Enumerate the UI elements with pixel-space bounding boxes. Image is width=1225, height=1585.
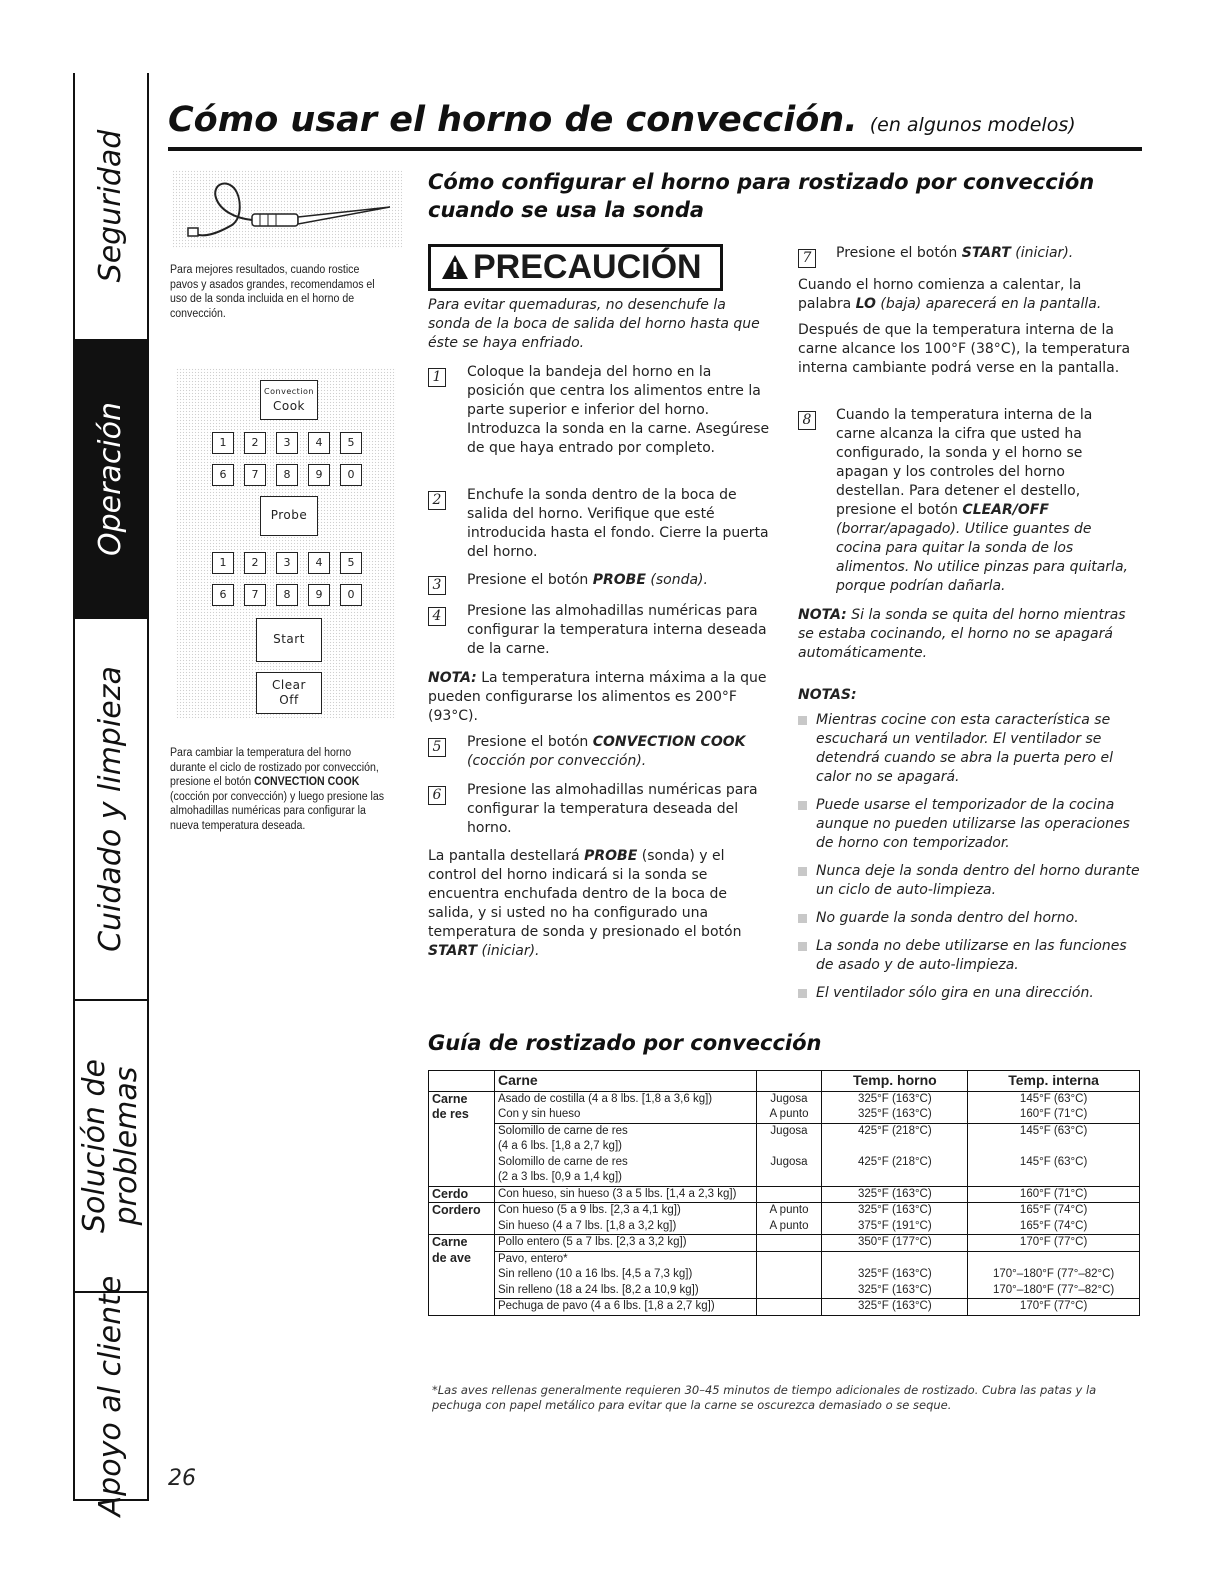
convection-cook-key: Convection Cook — [260, 380, 318, 420]
step-1-text: Coloque la bandeja del horno en la posición que centra los alimentos entre la parte superior e inferior del horno. Introduzca la sonda en la carne. Asegúrese de que haya entrado por completo. — [467, 364, 770, 456]
table-row: Cordero Con hueso (5 a 9 lbs. [2,3 a 4,1 kg]) A punto 325°F (163°C) 165°F (74°C) — [429, 1203, 1140, 1219]
key-8: 8 — [276, 584, 298, 606]
tab-seguridad[interactable] — [75, 73, 149, 341]
table-row: Pechuga de pavo (4 a 6 lbs. [1,8 a 2,7 kg]) 325°F (163°C) 170°F (77°C) — [429, 1299, 1140, 1316]
tab-apoyo-al-cliente[interactable] — [75, 1275, 149, 1517]
step-number: 2 — [428, 491, 446, 510]
tab-solucion-de-problemas[interactable] — [75, 1001, 149, 1293]
title-divider — [168, 147, 1142, 151]
step-2-text: Enchufe la sonda dentro de la boca de salida del horno. Verifique que esté introducida hasta el fondo. Cierre la puerta del horno. — [467, 487, 769, 560]
internal-temp-paragraph: Después de que la temperatura interna de la carne alcance los 100°F (38°C), la temperatura interna cambiante podrá verse en la pantalla. — [798, 322, 1131, 376]
table-row: Carne Asado de costilla (4 a 8 lbs. [1,8 a 3,6 kg]) Jugosa 325°F (163°C) 145°F (63°C) — [429, 1091, 1140, 1107]
table-footnote: *Las aves rellenas generalmente requieren 30–45 minutos de tiempo adicionales de rostizado. Cubra las patas y la pechuga con papel metálico para evitar que la carne se oscurezca demasiado o se seque. — [432, 1383, 1097, 1412]
key-1: 1 — [212, 432, 234, 454]
tab-label: Apoyo al cliente — [93, 1275, 128, 1517]
table-row: (4 a 6 lbs. [1,8 a 2,7 kg]) — [429, 1139, 1140, 1155]
probe-flash-paragraph: La pantalla destellará PROBE (sonda) y el control del horno indicará si la sonda se encuentra enchufada dentro de la boca de salida, y si usted no ha configurado una temperatura de sonda y presionado el botón START (iniciar). — [428, 848, 742, 959]
column-header-doneness — [756, 1071, 822, 1092]
tab-operacion[interactable] — [75, 341, 149, 619]
step-number: 6 — [428, 786, 446, 805]
key-4: 4 — [308, 552, 330, 574]
key-8: 8 — [276, 464, 298, 486]
table-row: (2 a 3 lbs. [0,9 a 1,4 kg]) — [429, 1170, 1140, 1186]
probe-removed-note: NOTA: Si la sonda se quita del horno mientras se estaba cocinando, el horno no se apagará automáticamente. — [798, 607, 1126, 661]
caution-banner: PRECAUCIÓN — [428, 244, 723, 291]
column-header-internal-temp: Temp. interna — [968, 1071, 1140, 1092]
step-3-text: Presione el botón PROBE (sonda). — [467, 572, 708, 588]
key-2: 2 — [244, 552, 266, 574]
change-temp-caption: Para cambiar la temperatura del horno durante el ciclo de rostizado por convección, presione el botón CONVECTION COOK (cocción por convección) y luego presione las almohadillas numéricas para configurar la nueva temperatura deseada. — [170, 747, 385, 832]
key-7: 7 — [244, 464, 266, 486]
list-item: Puede usarse el temporizador de la cocina aunque no pueden utilizarse las operaciones de horno con temporizador. — [798, 796, 1143, 853]
table-row: Sin hueso (4 a 7 lbs. [1,8 a 3,2 kg]) A punto 375°F (191°C) 165°F (74°C) — [429, 1219, 1140, 1235]
key-1: 1 — [212, 552, 234, 574]
key-5: 5 — [340, 432, 362, 454]
tab-label: Operación — [93, 401, 128, 557]
tab-cuidado-y-limpieza[interactable] — [75, 619, 149, 1001]
page-number: 26 — [168, 1466, 196, 1491]
list-item: El ventilador sólo gira en una dirección. — [798, 984, 1143, 1003]
start-key: Start — [256, 618, 322, 662]
caution-text: Para evitar quemaduras, no desenchufe la sonda de la boca de salida del horno hasta que éste se haya enfriado. — [428, 297, 760, 351]
tab-label: Cuidado y limpieza — [93, 666, 128, 952]
key-4: 4 — [308, 432, 330, 454]
tab-label: Solución de problemas — [77, 1059, 144, 1233]
notes-label: NOTAS: — [798, 687, 857, 703]
step-number: 5 — [428, 738, 446, 757]
table-row: Sin relleno (10 a 16 lbs. [4,5 a 7,3 kg]) 325°F (163°C) 170°–180°F (77°–82°C) — [429, 1267, 1140, 1283]
probe-caption: Para mejores resultados, cuando rostice pavos y asados grandes, recomendamos el uso de la sonda incluida en el horno de convección. — [170, 264, 375, 320]
max-temp-note: NOTA: La temperatura interna máxima a la que pueden configurarse los alimentos es 200°F (93°C). — [428, 670, 767, 724]
control-panel-illustration — [176, 368, 396, 718]
page-title: Cómo usar el horno de convección. (en algunos modelos) — [168, 100, 1076, 140]
step-number: 1 — [428, 368, 446, 387]
step-number: 4 — [428, 607, 446, 626]
page-subtitle: (en algunos modelos) — [869, 114, 1076, 136]
key-2: 2 — [244, 432, 266, 454]
key-3: 3 — [276, 432, 298, 454]
column-header-meat: Carne — [494, 1071, 756, 1092]
step-number: 3 — [428, 576, 446, 595]
key-5: 5 — [340, 552, 362, 574]
step-7-text: Presione el botón START (iniciar). — [836, 245, 1074, 261]
roasting-guide-heading: Guía de rostizado por convección — [428, 1031, 822, 1055]
step-number: 8 — [798, 411, 816, 430]
step-8-text: Cuando la temperatura interna de la carne alcanza la cifra que usted ha configurado, la sonda y el horno se apagan y los controles del horno destellan. Para detener el destello, presione el botón CLEAR/OFF (borrar/apagado). Utilice guantes de cocina para quitar la sonda de los alimentos. No utilice pinzas para quitarla, porque podrían dañarla. — [836, 407, 1128, 594]
probe-key: Probe — [260, 496, 318, 536]
table-row: Solomillo de carne de res Jugosa 425°F (218°C) 145°F (63°C) — [429, 1155, 1140, 1171]
section-tabs — [73, 73, 147, 1517]
temperature-probe-illustration — [172, 170, 402, 248]
step-6-text: Presione las almohadillas numéricas para configurar la temperatura deseada del horno. — [467, 782, 758, 836]
tab-label: Seguridad — [93, 129, 128, 283]
clear-off-key: Clear Off — [256, 672, 322, 714]
key-3: 3 — [276, 552, 298, 574]
key-6: 6 — [212, 464, 234, 486]
table-row: Solomillo de carne de res Jugosa 425°F (218°C) 145°F (63°C) — [429, 1123, 1140, 1139]
step-4-text: Presione las almohadillas numéricas para configurar la temperatura interna deseada de la carne. — [467, 603, 767, 657]
key-7: 7 — [244, 584, 266, 606]
lo-display-paragraph: Cuando el horno comienza a calentar, la palabra LO (baja) aparecerá en la pantalla. — [798, 277, 1102, 312]
table-row: de ave Pavo, entero* — [429, 1251, 1140, 1267]
warning-triangle-icon — [441, 253, 469, 281]
key-0: 0 — [340, 584, 362, 606]
list-item: No guarde la sonda dentro del horno. — [798, 909, 1143, 928]
table-row: de res Con y sin hueso A punto 325°F (163°C) 160°F (71°C) — [429, 1107, 1140, 1123]
key-9: 9 — [308, 584, 330, 606]
key-6: 6 — [212, 584, 234, 606]
step-number: 7 — [798, 249, 816, 268]
table-row: Carne Pollo entero (5 a 7 lbs. [2,3 a 3,2 kg]) 350°F (177°C) 170°F (77°C) — [429, 1235, 1140, 1252]
table-header-row — [429, 1071, 1140, 1092]
notes-list — [798, 686, 1143, 1012]
table-row: Sin relleno (18 a 24 lbs. [8,2 a 10,9 kg]) 325°F (163°C) 170°–180°F (77°–82°C) — [429, 1283, 1140, 1299]
list-item: Nunca deje la sonda dentro del horno durante un ciclo de auto-limpieza. — [798, 862, 1143, 900]
section-heading: Cómo configurar el horno para rostizado por convección cuando se usa la sonda — [428, 170, 1095, 222]
column-header-oven-temp: Temp. horno — [822, 1071, 968, 1092]
table-row: Cerdo Con hueso, sin hueso (3 a 5 lbs. [1,4 a 2,3 kg]) 325°F (163°C) 160°F (71°C) — [429, 1186, 1140, 1203]
key-9: 9 — [308, 464, 330, 486]
list-item: La sonda no debe utilizarse en las funciones de asado y de auto-limpieza. — [798, 937, 1143, 975]
step-5-text: Presione el botón CONVECTION COOK (cocción por convección). — [467, 734, 746, 769]
key-0: 0 — [340, 464, 362, 486]
list-item: Mientras cocine con esta característica se escuchará un ventilador. El ventilador se detendrá cuando se abra la puerta pero el calor no se apagará. — [798, 711, 1143, 787]
roasting-guide-table — [428, 1070, 1140, 1316]
